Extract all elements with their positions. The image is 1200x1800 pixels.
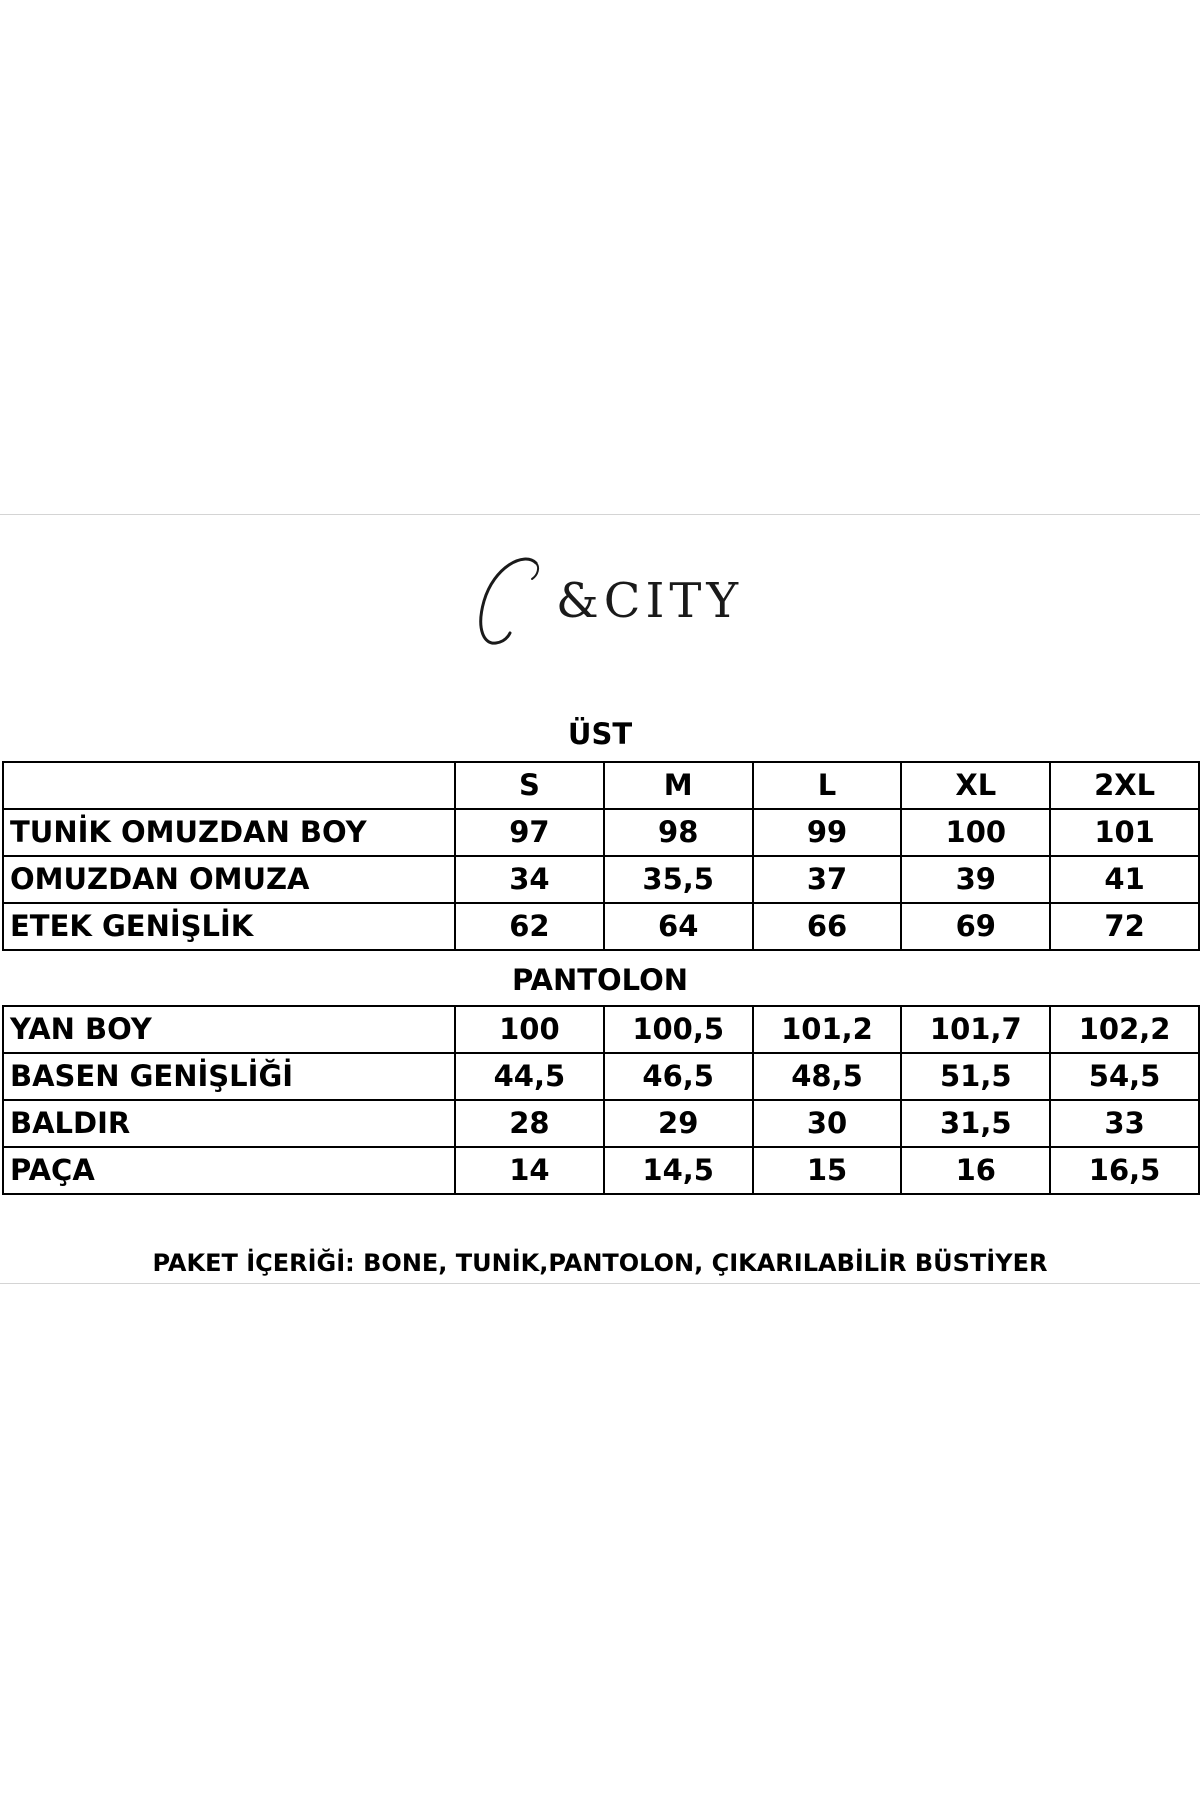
row-label: BALDIR	[3, 1100, 455, 1147]
measurement-cell: 29	[604, 1100, 753, 1147]
header-empty-cell	[3, 762, 455, 809]
measurement-cell: 101,2	[753, 1006, 902, 1053]
size-header-cell: 2XL	[1050, 762, 1199, 809]
bottom-size-table	[2, 1005, 1200, 1195]
measurement-cell: 44,5	[455, 1053, 604, 1100]
measurement-cell: 54,5	[1050, 1053, 1199, 1100]
measurement-cell: 98	[604, 809, 753, 856]
measurement-cell: 66	[753, 903, 902, 950]
size-header-cell: M	[604, 762, 753, 809]
measurement-cell: 30	[753, 1100, 902, 1147]
measurement-cell: 99	[753, 809, 902, 856]
size-chart-sheet	[0, 514, 1200, 1284]
table-row	[3, 903, 1199, 950]
row-label: TUNİK OMUZDAN BOY	[3, 809, 455, 856]
package-contents-note: PAKET İÇERİĞİ: BONE, TUNİK,PANTOLON, ÇIKARILABİLİR BÜSTİYER	[152, 1249, 1048, 1277]
measurement-cell: 41	[1050, 856, 1199, 903]
table-row	[3, 1006, 1199, 1053]
size-header-cell: XL	[901, 762, 1050, 809]
table-row	[3, 1147, 1199, 1194]
row-label: OMUZDAN OMUZA	[3, 856, 455, 903]
measurement-cell: 62	[455, 903, 604, 950]
table-row	[3, 809, 1199, 856]
measurement-cell: 14,5	[604, 1147, 753, 1194]
measurement-cell: 46,5	[604, 1053, 753, 1100]
row-label: ETEK GENİŞLİK	[3, 903, 455, 950]
measurement-cell: 48,5	[753, 1053, 902, 1100]
table-row	[3, 1100, 1199, 1147]
table-row	[3, 1053, 1199, 1100]
measurement-cell: 33	[1050, 1100, 1199, 1147]
table-row	[3, 856, 1199, 903]
measurement-cell: 14	[455, 1147, 604, 1194]
script-c-logo-mark	[470, 553, 560, 653]
brand-logo	[470, 553, 770, 653]
measurement-cell: 15	[753, 1147, 902, 1194]
row-label: BASEN GENİŞLİĞİ	[3, 1053, 455, 1100]
measurement-cell: 100	[901, 809, 1050, 856]
measurement-cell: 100,5	[604, 1006, 753, 1053]
brand-wordmark: &CITY	[556, 573, 744, 629]
measurement-cell: 101,7	[901, 1006, 1050, 1053]
measurement-cell: 102,2	[1050, 1006, 1199, 1053]
measurement-cell: 39	[901, 856, 1050, 903]
size-header-cell: S	[455, 762, 604, 809]
measurement-cell: 69	[901, 903, 1050, 950]
measurement-cell: 28	[455, 1100, 604, 1147]
row-label: PAÇA	[3, 1147, 455, 1194]
top-size-table	[2, 761, 1200, 951]
measurement-cell: 64	[604, 903, 753, 950]
measurement-cell: 101	[1050, 809, 1199, 856]
measurement-cell: 37	[753, 856, 902, 903]
size-header-row	[3, 762, 1199, 809]
measurement-cell: 51,5	[901, 1053, 1050, 1100]
bottom-section-title: PANTOLON	[511, 963, 689, 997]
measurement-cell: 97	[455, 809, 604, 856]
measurement-cell: 35,5	[604, 856, 753, 903]
row-label: YAN BOY	[3, 1006, 455, 1053]
measurement-cell: 72	[1050, 903, 1199, 950]
measurement-cell: 31,5	[901, 1100, 1050, 1147]
measurement-cell: 34	[455, 856, 604, 903]
top-section-title: ÜST	[567, 717, 633, 751]
measurement-cell: 100	[455, 1006, 604, 1053]
size-header-cell: L	[753, 762, 902, 809]
measurement-cell: 16	[901, 1147, 1050, 1194]
measurement-cell: 16,5	[1050, 1147, 1199, 1194]
